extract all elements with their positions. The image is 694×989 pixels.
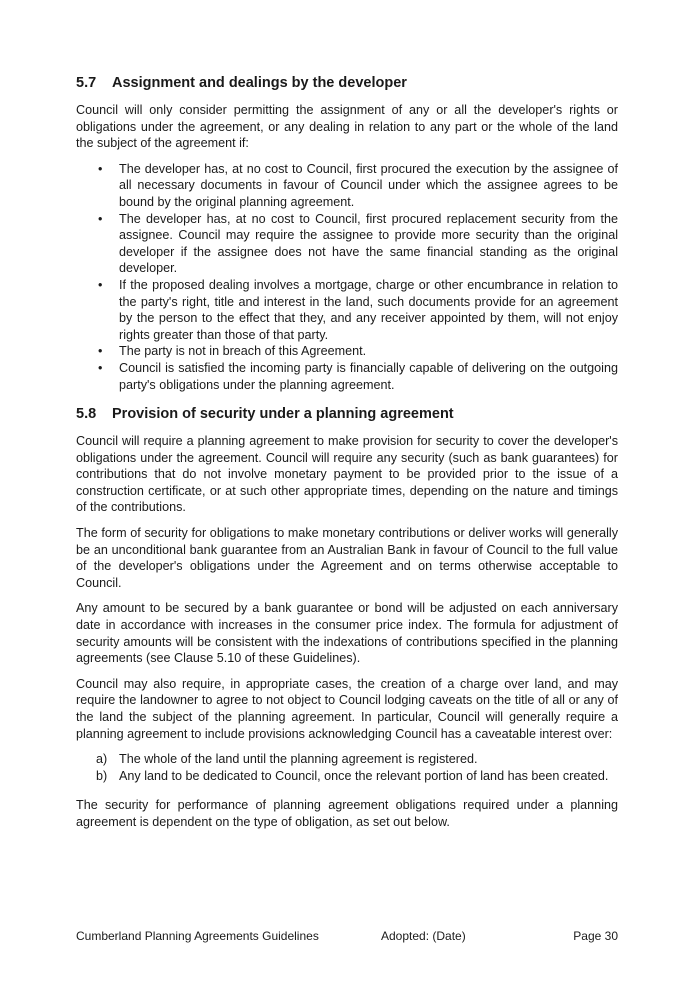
- footer-page-number: Page 30: [573, 929, 618, 943]
- list-item: • If the proposed dealing involves a mortgage, charge or other encumbrance in relation to the party's right, title and interest in the land, such documents provide for an agreement by the person to the effect that they, and any receiver appointed by them, will not enjoy rights greater than those of that party.: [98, 277, 618, 342]
- footer-adopted-date: Adopted: (Date): [381, 929, 466, 943]
- list-item: • The developer has, at no cost to Council, first procured the execution by the assignee of all necessary documents in favour of Council under which the assignee agrees to be bound by the original planning agreement.: [98, 161, 618, 209]
- body-paragraph: Council may also require, in appropriate cases, the creation of a charge over land, and may require the landowner to agree to not object to Council lodging caveats on the title of all or any of the land the subject of the planning agreement. In particular, Council will generally require a planning agreement to include provisions acknowledging Council has a caveatable interest over:: [76, 676, 618, 741]
- section-intro-paragraph: Council will only consider permitting the assignment of any or all the developer's rights or obligations under the agreement, or any dealing in relation to any part or the whole of the land the subject of the agreement if:: [76, 103, 618, 151]
- bullet-icon: •: [98, 211, 103, 226]
- list-item: • The party is not in breach of this Agreement.: [98, 344, 367, 359]
- list-item: a) The whole of the land until the planning agreement is registered.: [96, 752, 478, 767]
- section-heading-5-7: [76, 74, 618, 92]
- body-paragraph: Any amount to be secured by a bank guarantee or bond will be adjusted on each anniversary date in accordance with increases in the consumer price index. The formula for adjustment of security amounts will be consistent with the indexations of contributions specified in the planning agreements (see Clause 5.10 of these Guidelines).: [76, 601, 618, 666]
- bullet-icon: •: [98, 277, 103, 292]
- section-number: 5.7: [76, 75, 97, 91]
- document-page: [76, 74, 618, 840]
- list-item: • Council is satisfied the incoming party is financially capable of delivering on the outgoing party's obligations under the planning agreement.: [98, 360, 618, 392]
- section-number: 5.8: [76, 406, 97, 423]
- closing-paragraph: The security for performance of planning agreement obligations required under a planning agreement is dependent on the type of obligation, as set out below.: [76, 798, 618, 829]
- bullet-icon: •: [98, 360, 103, 375]
- list-letter: a): [96, 752, 108, 767]
- condition-bullet-list: [76, 161, 618, 393]
- caveat-lettered-list: [76, 751, 618, 784]
- page-footer: [76, 928, 618, 944]
- section-title: Assignment and dealings by the developer: [112, 75, 407, 91]
- bullet-icon: •: [98, 344, 103, 359]
- body-paragraph: The form of security for obligations to make monetary contributions or deliver works will generally be an unconditional bank guarantee from an Australian Bank in favour of Council to the full value of the developer's obligations under the Agreement and on terms otherwise acceptable to Council.: [76, 526, 618, 590]
- section-heading-5-8: [76, 405, 618, 423]
- list-item: • The developer has, at no cost to Council, first procured replacement security from the assignee. Council may require the assignee to provide more security than the original developer if the assignee does not have the same financial standing as the original developer.: [98, 211, 618, 276]
- bullet-icon: •: [98, 161, 103, 176]
- list-item: b) Any land to be dedicated to Council, once the relevant portion of land has been created.: [96, 768, 609, 783]
- list-letter: b): [96, 768, 108, 783]
- footer-document-title: Cumberland Planning Agreements Guidelines: [76, 929, 319, 943]
- section-title: Provision of security under a planning agreement: [112, 406, 454, 423]
- body-paragraph: Council will require a planning agreement to make provision for security to cover the developer's obligations under the agreement. Council will require any security (such as bank guarantees) for contributions that do not involve monetary payment to be provided prior to the issue of a construction certificate, or at such other appropriate times, depending on the nature and timings of the contributions.: [76, 434, 618, 515]
